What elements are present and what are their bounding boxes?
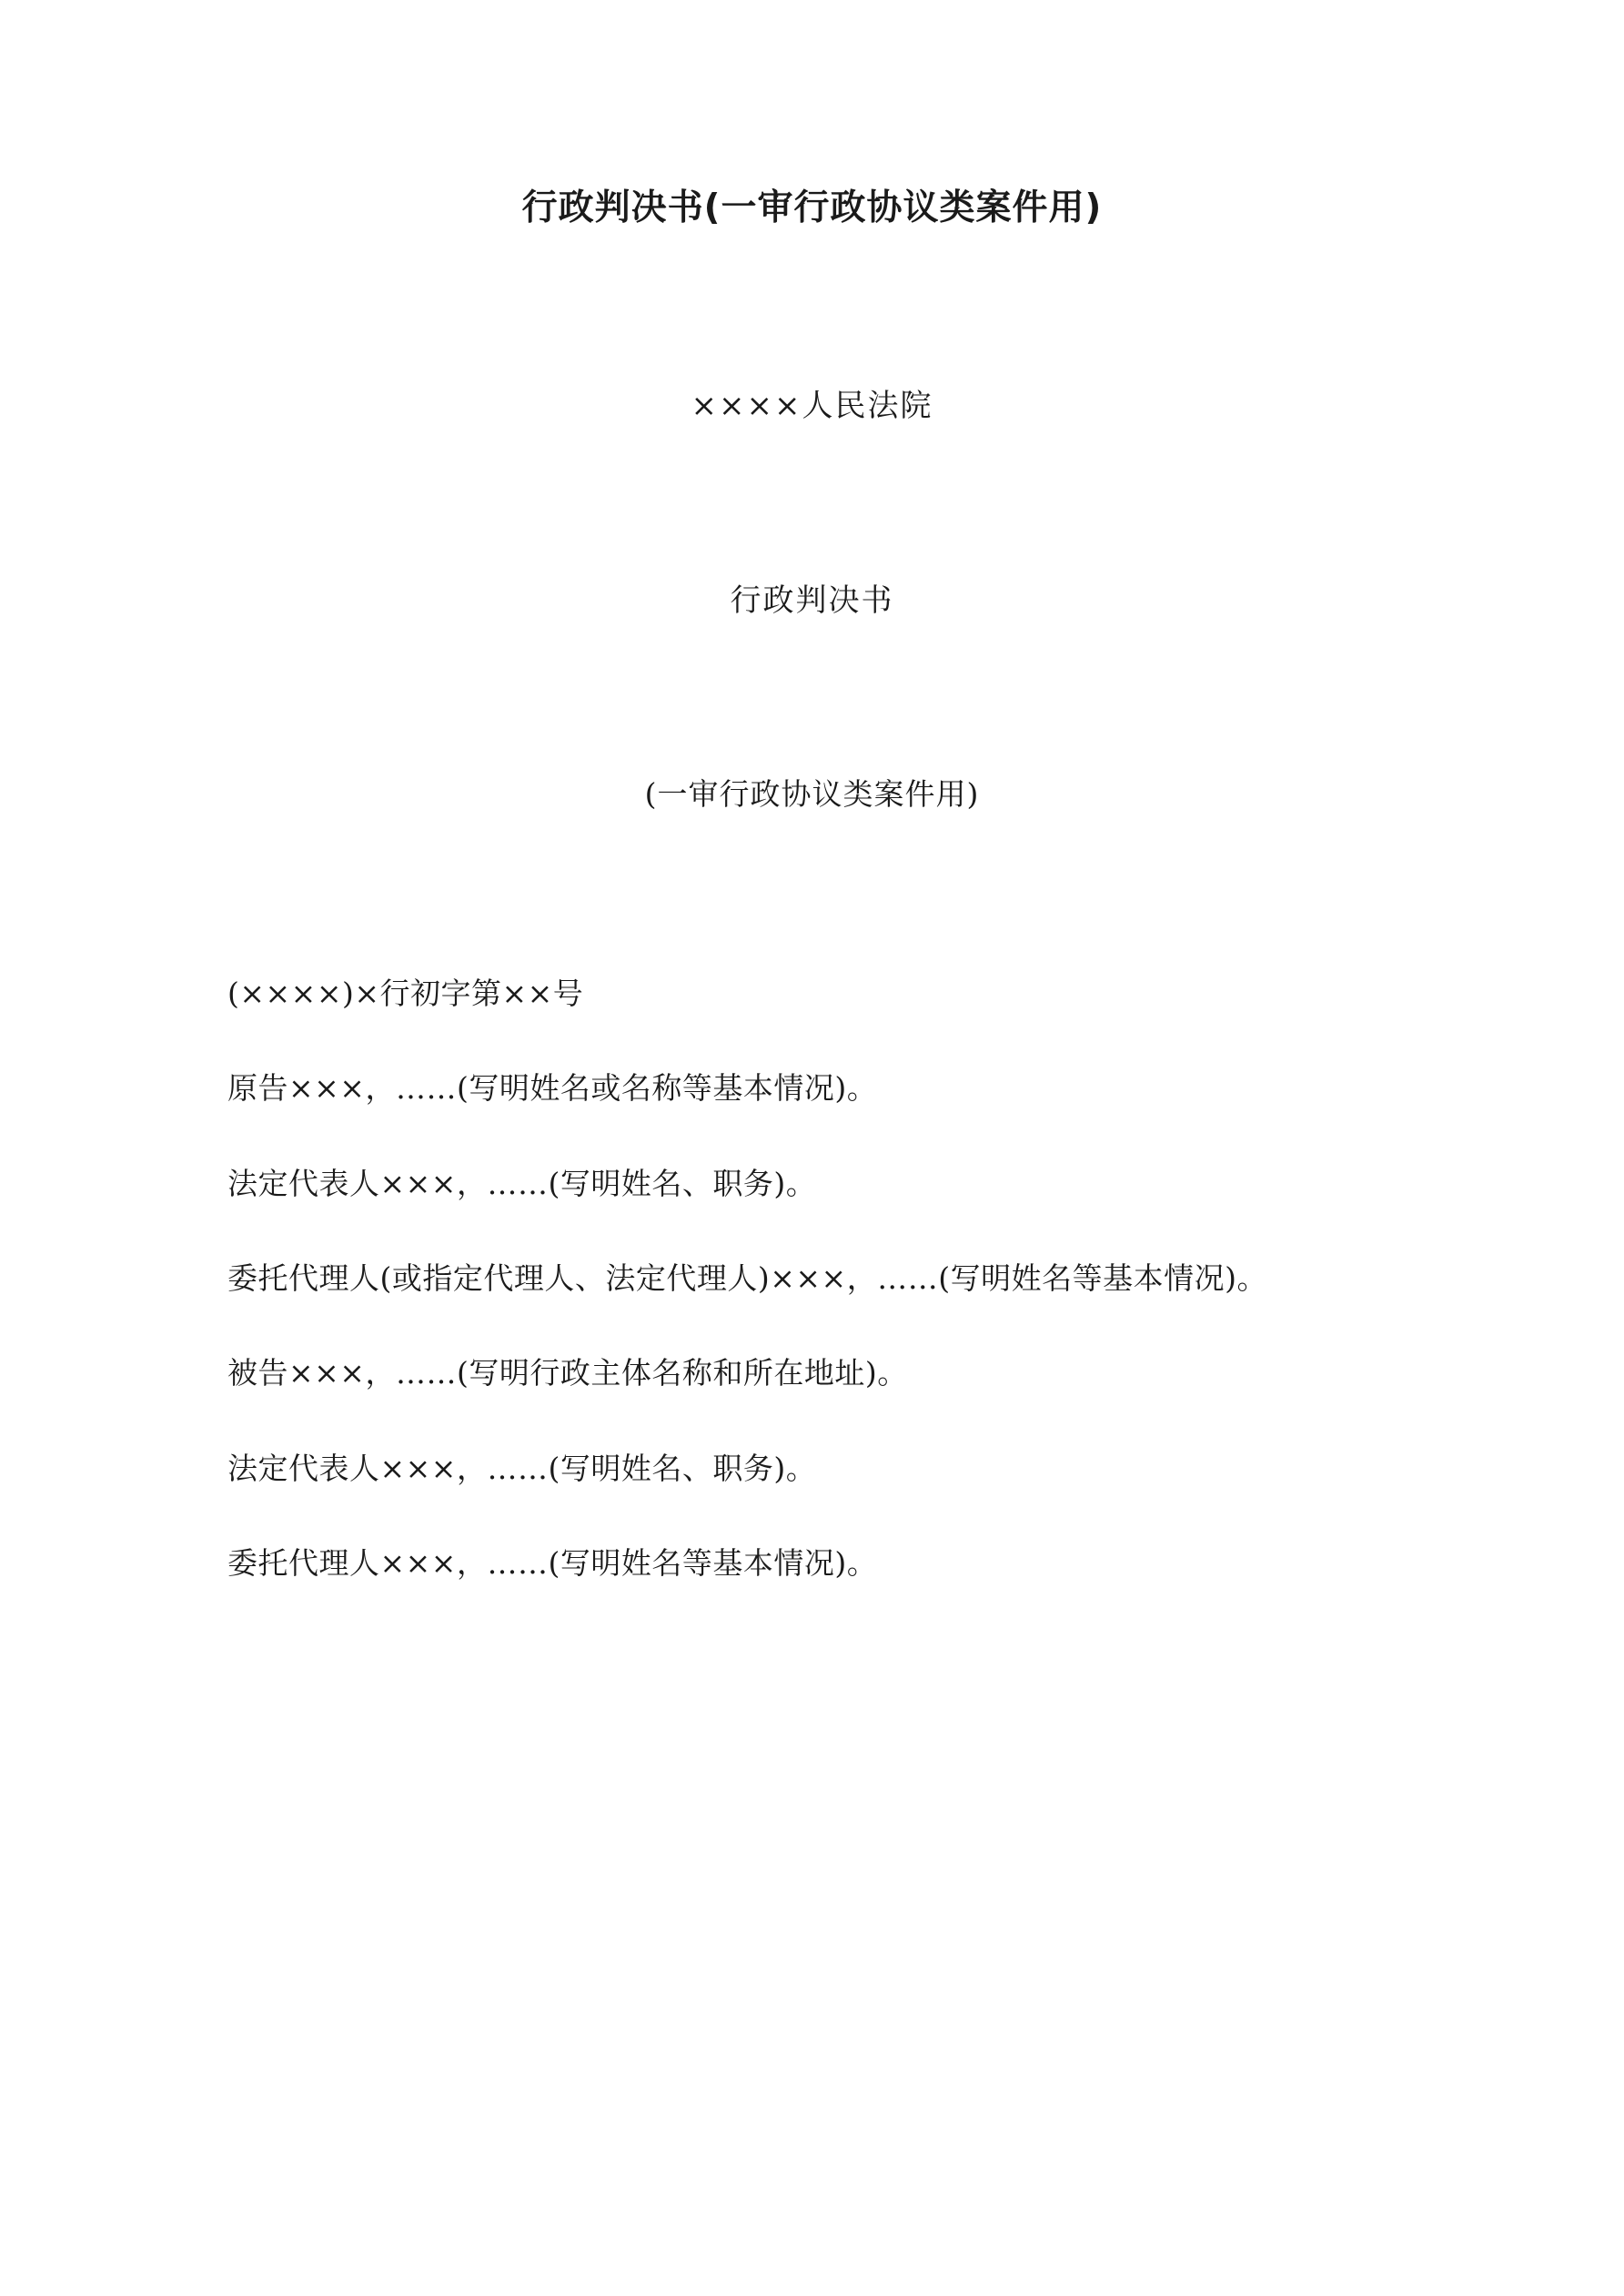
document-subheading: (一审行政协议类案件用) [644,776,980,813]
title-spacer [227,236,1397,381]
document-heading: 行政判决书 [730,582,894,619]
document-body [227,965,1397,1593]
subheading-spacer [227,819,1397,956]
case-number: (××××)×行初字第××号 [227,976,584,1012]
party-defendant: 被告×××，……(写明行政主体名称和所在地址)。 [227,1355,908,1391]
party-plaintiff: 原告×××，……(写明姓名或名称等基本情况)。 [227,1070,878,1107]
plaintiff-agent: 委托代理人(或指定代理人、法定代理人)×××，……(写明姓名等基本情况)。 [227,1260,1267,1297]
defendant-agent: 委托代理人×××，……(写明姓名等基本情况)。 [227,1545,878,1582]
plaintiff-legal-representative: 法定代表人×××，……(写明姓名、职务)。 [227,1165,817,1201]
heading-spacer [227,625,1397,771]
page-title: 行政判决书(一审行政协议类案件用) [521,187,1103,228]
defendant-legal-representative: 法定代表人×××，……(写明姓名、职务)。 [227,1450,817,1486]
court-name: ××××人民法院 [691,387,933,424]
court-spacer [227,430,1397,576]
